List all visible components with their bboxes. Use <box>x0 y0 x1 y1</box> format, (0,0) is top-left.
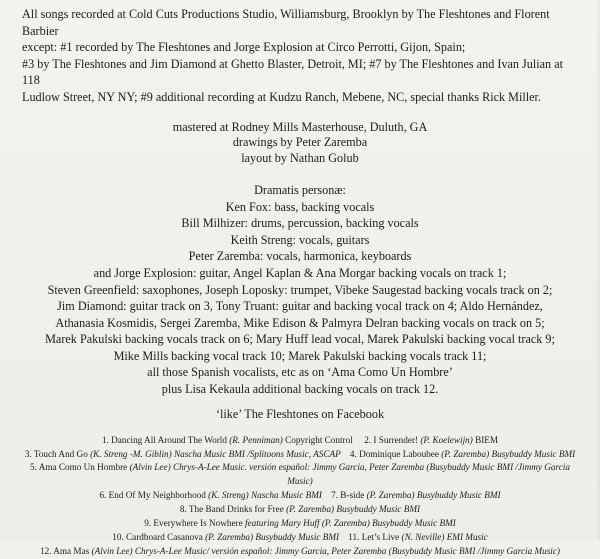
track-row <box>22 531 578 545</box>
track-row <box>22 489 578 503</box>
track-row <box>22 517 578 531</box>
cast-line: Athanasia Kosmidis, Sergei Zaremba, Mike Edison & Palmyra Delran backing vocals on track on 5; <box>55 315 545 330</box>
track-publisher: Busybuddy Music BMI <box>336 504 421 515</box>
track-row <box>22 545 578 559</box>
track-writer: (R. Penniman) <box>229 434 283 445</box>
track-publisher: Busybuddy Music BMI <box>255 532 340 543</box>
track-title: 3. Touch And Go <box>24 448 88 459</box>
track-title: 1. Dancing All Around The World <box>101 434 227 445</box>
track-row <box>22 448 578 462</box>
track-writer: (P. Zaremba) <box>286 504 335 515</box>
track-list <box>22 434 578 559</box>
track-publisher: BIEM <box>475 434 499 445</box>
track-writer: (P. Zaremba) <box>321 518 370 529</box>
track-row <box>22 461 578 489</box>
track-featuring: featuring Mary Huff <box>245 518 320 529</box>
layout-credit: layout by Nathan Golub <box>241 151 359 166</box>
track-publisher: Busybuddy Music BMI <box>416 490 501 501</box>
track-publisher: Busybuddy Music BMI <box>372 518 456 529</box>
credits-line: except: #1 recorded by The Fleshtones and Jorge Explosion at Circo Perrotti, Gijon, Spain; <box>22 40 466 55</box>
track-writer: (Alvin Lee) <box>91 545 133 556</box>
track-publisher: Chrys-A-Lee Music/ versión español: Jimmy Garcia, Peter Zaremba (Busybuddy Music BMI /Jimmy Garcia Music) <box>134 545 560 556</box>
cast-line: Mike Mills backing vocal track 10; Marek Pakulski backing vocals track 11; <box>113 348 487 363</box>
track-publisher: Nascha Music BMI <box>250 490 322 501</box>
track-row <box>22 434 578 448</box>
cast-line: Keith Streng: vocals, guitars <box>230 232 370 247</box>
dramatis-personae <box>22 182 578 398</box>
cast-line: Bill Milhizer: drums, percussion, backing vocals <box>181 216 419 231</box>
cast-line: Jim Diamond: guitar track on 3, Tony Truant: guitar and backing vocal track on 4; Aldo Hernández, <box>57 299 543 314</box>
mastered-credit: mastered at Rodney Mills Masterhouse, Duluth, GA <box>172 119 428 134</box>
track-title: 12. Ama Mas <box>39 545 90 556</box>
track-writer: (P. Zaremba) <box>366 490 415 501</box>
track-writer: (K. Streng) <box>208 490 249 501</box>
track-title: 2. I Surrender! <box>364 434 419 445</box>
credits-line: All songs recorded at Cold Cuts Productions Studio, Williamsburg, Brooklyn by The Fleshtones and Florent Barbier <box>22 7 550 38</box>
track-title: 11. Let’s Live <box>348 532 400 543</box>
cast-line: and Jorge Explosion: guitar, Angel Kaplan & Ana Morgar backing vocals on track 1; <box>93 265 507 280</box>
facebook-note: ‘like’ The Fleshtones on Facebook <box>215 406 385 421</box>
credits-line: Ludlow Street, NY NY; #9 additional recording at Kudzu Ranch, Mebene, NC, special thanks Rick Miller. <box>22 89 541 104</box>
page-edge-shadow <box>596 0 600 540</box>
track-title: 4. Dominique Laboubee <box>349 448 439 459</box>
track-writer: (N. Neville) <box>401 532 445 543</box>
cast-heading: Dramatis personæ: <box>254 182 346 197</box>
track-title: 6. End Of My Neighborhood <box>99 490 206 501</box>
track-writer: (K. Streng -M. Giblin) <box>90 448 172 459</box>
cast-line: Peter Zaremba: vocals, harmonica, keyboards <box>188 249 412 264</box>
track-writer: (P. Koelewijn) <box>420 434 473 445</box>
drawings-credit: drawings by Peter Zaremba <box>232 135 368 150</box>
track-writer: (P. Zaremba) <box>441 448 490 459</box>
recording-credits <box>22 6 578 106</box>
track-title: 8. The Band Drinks for Free <box>179 504 284 515</box>
track-publisher: Busybuddy Music BMI <box>491 448 576 459</box>
track-publisher: Nascha Music BMI /Splitoons Music, ASCAP <box>173 448 341 459</box>
track-title: 7. B-side <box>331 490 365 501</box>
track-publisher: Copyright Control <box>285 434 353 445</box>
cast-line: plus Lisa Kekaula additional backing vocals on track 12. <box>161 382 439 397</box>
track-row <box>22 503 578 517</box>
credits-line: #3 by The Fleshtones and Jim Diamond at Ghetto Blaster, Detroit, MI; #7 by The Fleshtones and Ivan Julian at 118 <box>22 56 563 88</box>
track-title: 10. Cardboard Casanova <box>112 532 203 543</box>
track-publisher: EMI Music <box>446 532 488 543</box>
cast-line: Ken Fox: bass, backing vocals <box>225 199 375 214</box>
cast-line: Steven Greenfield: saxophones, Joseph Loposky: trumpet, Vibeke Saugestad backing vocals track on 2; <box>47 282 553 297</box>
production-credits <box>22 120 578 167</box>
track-publisher: Chrys-A-Lee Music. versión español: Jimmy Garcia, Peter Zaremba (Busybuddy Music BMI /Jimmy Garcia Music) <box>172 462 570 487</box>
track-writer: (P. Zaremba) <box>205 532 254 543</box>
cast-line: Marek Pakulski backing vocals track on 6; Mary Huff lead vocal, Marek Pakulski backing vocal track 9; <box>45 332 555 347</box>
track-title: 9. Everywhere Is Nowhere <box>144 518 243 529</box>
cast-line: all those Spanish vocalists, etc as on ‘Ama Como Un Hombre’ <box>147 365 453 380</box>
track-writer: (Alvin Lee) <box>129 462 171 473</box>
track-title: 5. Ama Como Un Hombre <box>30 462 128 473</box>
